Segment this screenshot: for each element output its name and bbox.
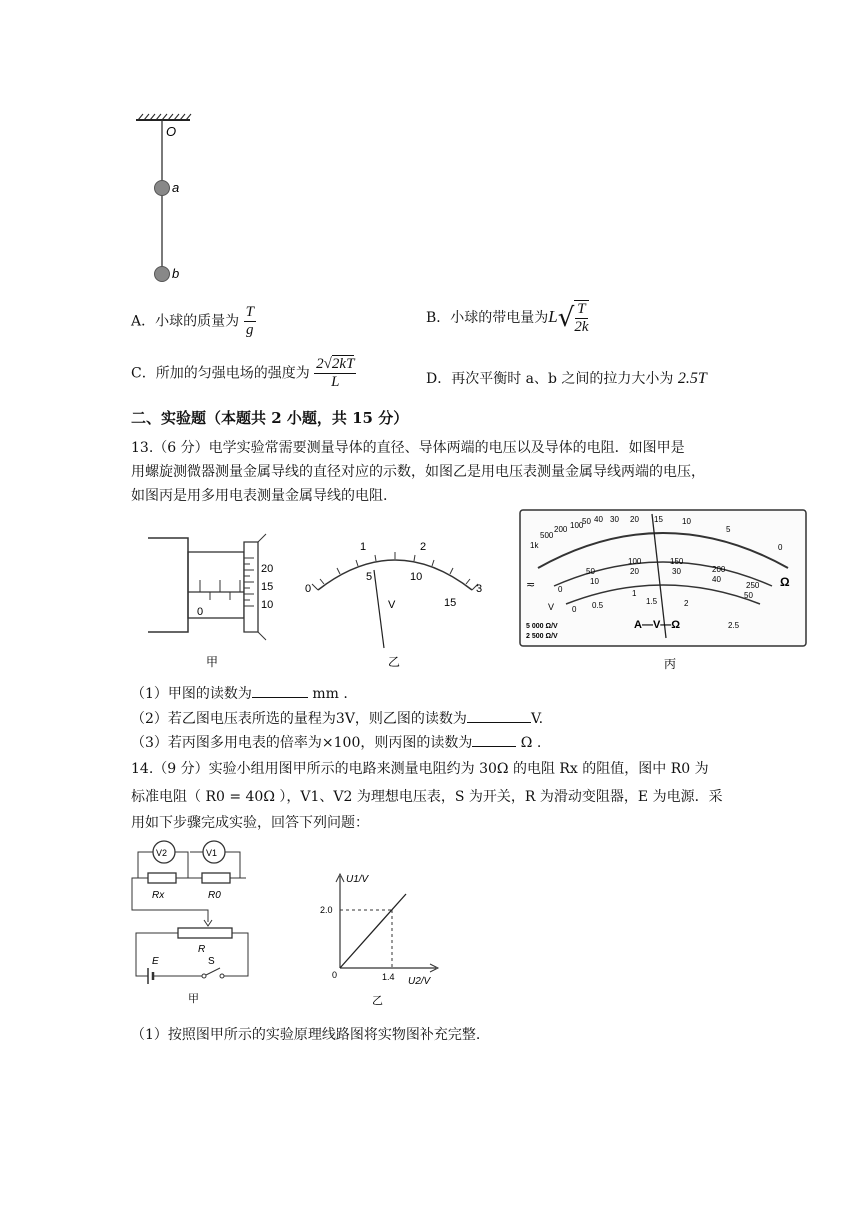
label-rx: Rx bbox=[152, 890, 165, 901]
answer-blank-1[interactable] bbox=[252, 684, 308, 698]
spec-1: 5 000 Ω/V bbox=[526, 623, 558, 630]
ohm-1k: 1k bbox=[530, 541, 539, 550]
ohm-20: 20 bbox=[630, 515, 639, 524]
mid2-50: 50 bbox=[744, 591, 753, 600]
label-r0: R0 bbox=[208, 890, 221, 901]
q14-sub1: （1）按照图甲所示的实验原理线路图将实物图补充完整. bbox=[131, 1027, 481, 1043]
q13-sub2: （2）若乙图电压表所选的量程为3V，则乙图的读数为 V. bbox=[131, 711, 544, 727]
option-d: D．再次平衡时 a、b 之间的拉力大小为 2.5T bbox=[426, 370, 707, 387]
mid-100: 100 bbox=[628, 557, 642, 566]
q14-line2: 标准电阻（ R0 = 40Ω ），V1、V2 为理想电压表，S 为开关，R 为滑动变阻器，E 为电源．采 bbox=[131, 789, 723, 805]
q14-line3: 用如下步骤完成实验，回答下列问题： bbox=[131, 815, 369, 831]
graph-caption: 乙 bbox=[372, 995, 383, 1007]
option-a: A．小球的质量为 $\frac{T}{g}$ bbox=[131, 304, 254, 338]
ohm-symbol: Ω bbox=[780, 575, 790, 589]
label-b: b bbox=[172, 266, 180, 281]
ohm-500: 500 bbox=[540, 531, 554, 540]
option-c: C．所加的匀强电场的强度为 $\frac{2√2kT}{L}$ bbox=[131, 356, 355, 390]
label-v2: V2 bbox=[156, 848, 168, 858]
mic-tick-20: 20 bbox=[261, 563, 274, 575]
mid2-30: 30 bbox=[672, 567, 681, 576]
q13-sub1: （1）甲图的读数为 mm . bbox=[131, 686, 348, 702]
mid-50: 50 bbox=[586, 567, 595, 576]
ohm-15: 15 bbox=[654, 515, 663, 524]
section-title: 二、实验题（本题共 2 小题，共 15 分） bbox=[131, 409, 409, 427]
label-s: S bbox=[208, 956, 215, 967]
q13-line1: 13.（6 分）电学实验常需要测量导体的直径、导体两端的电压以及导体的电阻．如图甲是 bbox=[131, 440, 685, 456]
volt-end-0: 0 bbox=[305, 583, 312, 595]
ohm-200: 200 bbox=[554, 525, 568, 534]
spec-2: 2 500 Ω/V bbox=[526, 633, 558, 640]
volt-lower-10: 10 bbox=[410, 571, 423, 583]
volt-lower-5: 5 bbox=[366, 571, 373, 583]
mid2-40: 40 bbox=[712, 575, 721, 584]
ohm-100: 100 bbox=[570, 521, 584, 530]
graph-x-tick: 1.4 bbox=[382, 972, 395, 982]
graph-ylabel: U1/V bbox=[346, 874, 369, 885]
label-r: R bbox=[198, 944, 206, 955]
meter-caption: 丙 bbox=[664, 657, 677, 671]
ohm-5: 5 bbox=[726, 525, 731, 534]
option-b: B．小球的带电量为L√ $\frac{T}{2k}$ bbox=[426, 301, 589, 335]
volt-unit: V bbox=[388, 599, 396, 611]
label-e: E bbox=[152, 956, 159, 967]
mic-tick-15: 15 bbox=[261, 581, 274, 593]
volt-upper-1: 1 bbox=[360, 541, 367, 553]
mid-0: 0 bbox=[558, 585, 563, 594]
circuit-caption: 甲 bbox=[188, 993, 199, 1005]
mic-zero: 0 bbox=[197, 606, 204, 618]
pendulum-figure bbox=[130, 112, 200, 292]
u1-u2-graph bbox=[316, 866, 446, 1016]
low-1.5: 1.5 bbox=[646, 597, 658, 606]
mid-150: 150 bbox=[670, 557, 684, 566]
volt-caption: 乙 bbox=[388, 655, 401, 669]
q13-line3: 如图丙是用多用电表测量金属导线的电阻. bbox=[131, 488, 388, 504]
voltmeter-figure bbox=[300, 530, 490, 680]
v-mark: V bbox=[548, 602, 555, 612]
ohm-40: 40 bbox=[594, 515, 603, 524]
mid2-10: 10 bbox=[590, 577, 599, 586]
low-0.5: 0.5 bbox=[592, 601, 604, 610]
ohm-30: 30 bbox=[610, 515, 619, 524]
volt-lower-15: 15 bbox=[444, 597, 457, 609]
circuit-figure bbox=[128, 836, 268, 1016]
volt-upper-2: 2 bbox=[420, 541, 427, 553]
mic-tick-10: 10 bbox=[261, 599, 274, 611]
ohm-50: 50 bbox=[582, 517, 591, 526]
ohm-0: 0 bbox=[778, 543, 783, 552]
graph-origin: 0 bbox=[332, 970, 338, 980]
q13-sub3: （3）若丙图多用电表的倍率为×100，则丙图的读数为 Ω . bbox=[131, 735, 542, 751]
ac-dc-symbol: ≂ bbox=[526, 579, 536, 591]
meter-brand: A—V—Ω bbox=[634, 619, 681, 631]
ohm-10: 10 bbox=[682, 517, 691, 526]
low-2: 2 bbox=[684, 599, 689, 608]
micrometer-figure bbox=[140, 520, 290, 680]
graph-xlabel: U2/V bbox=[408, 976, 431, 987]
low-0: 0 bbox=[572, 605, 577, 614]
low-2.5: 2.5 bbox=[728, 621, 740, 630]
label-v1: V1 bbox=[206, 848, 218, 858]
volt-end-3: 3 bbox=[476, 583, 483, 595]
label-a: a bbox=[172, 180, 180, 195]
answer-blank-3[interactable] bbox=[472, 733, 516, 747]
low-1: 1 bbox=[632, 589, 637, 598]
label-o: O bbox=[166, 124, 177, 139]
multimeter-figure bbox=[518, 508, 808, 678]
mid-200: 200 bbox=[712, 565, 726, 574]
volt-needle bbox=[374, 570, 384, 648]
graph-y-tick: 2.0 bbox=[320, 905, 333, 915]
mic-caption: 甲 bbox=[206, 655, 219, 669]
graph-line bbox=[340, 894, 406, 968]
q13-line2: 用螺旋测微器测量金属导线的直径对应的示数，如图乙是用电压表测量金属导线两端的电压， bbox=[131, 464, 705, 480]
q14-line1: 14.（9 分）实验小组用图甲所示的电路来测量电阻约为 30Ω 的电阻 Rx 的阻值，图中 R0 为 bbox=[131, 761, 709, 777]
mid2-20: 20 bbox=[630, 567, 639, 576]
mid-250: 250 bbox=[746, 581, 760, 590]
answer-blank-2[interactable] bbox=[467, 709, 531, 723]
